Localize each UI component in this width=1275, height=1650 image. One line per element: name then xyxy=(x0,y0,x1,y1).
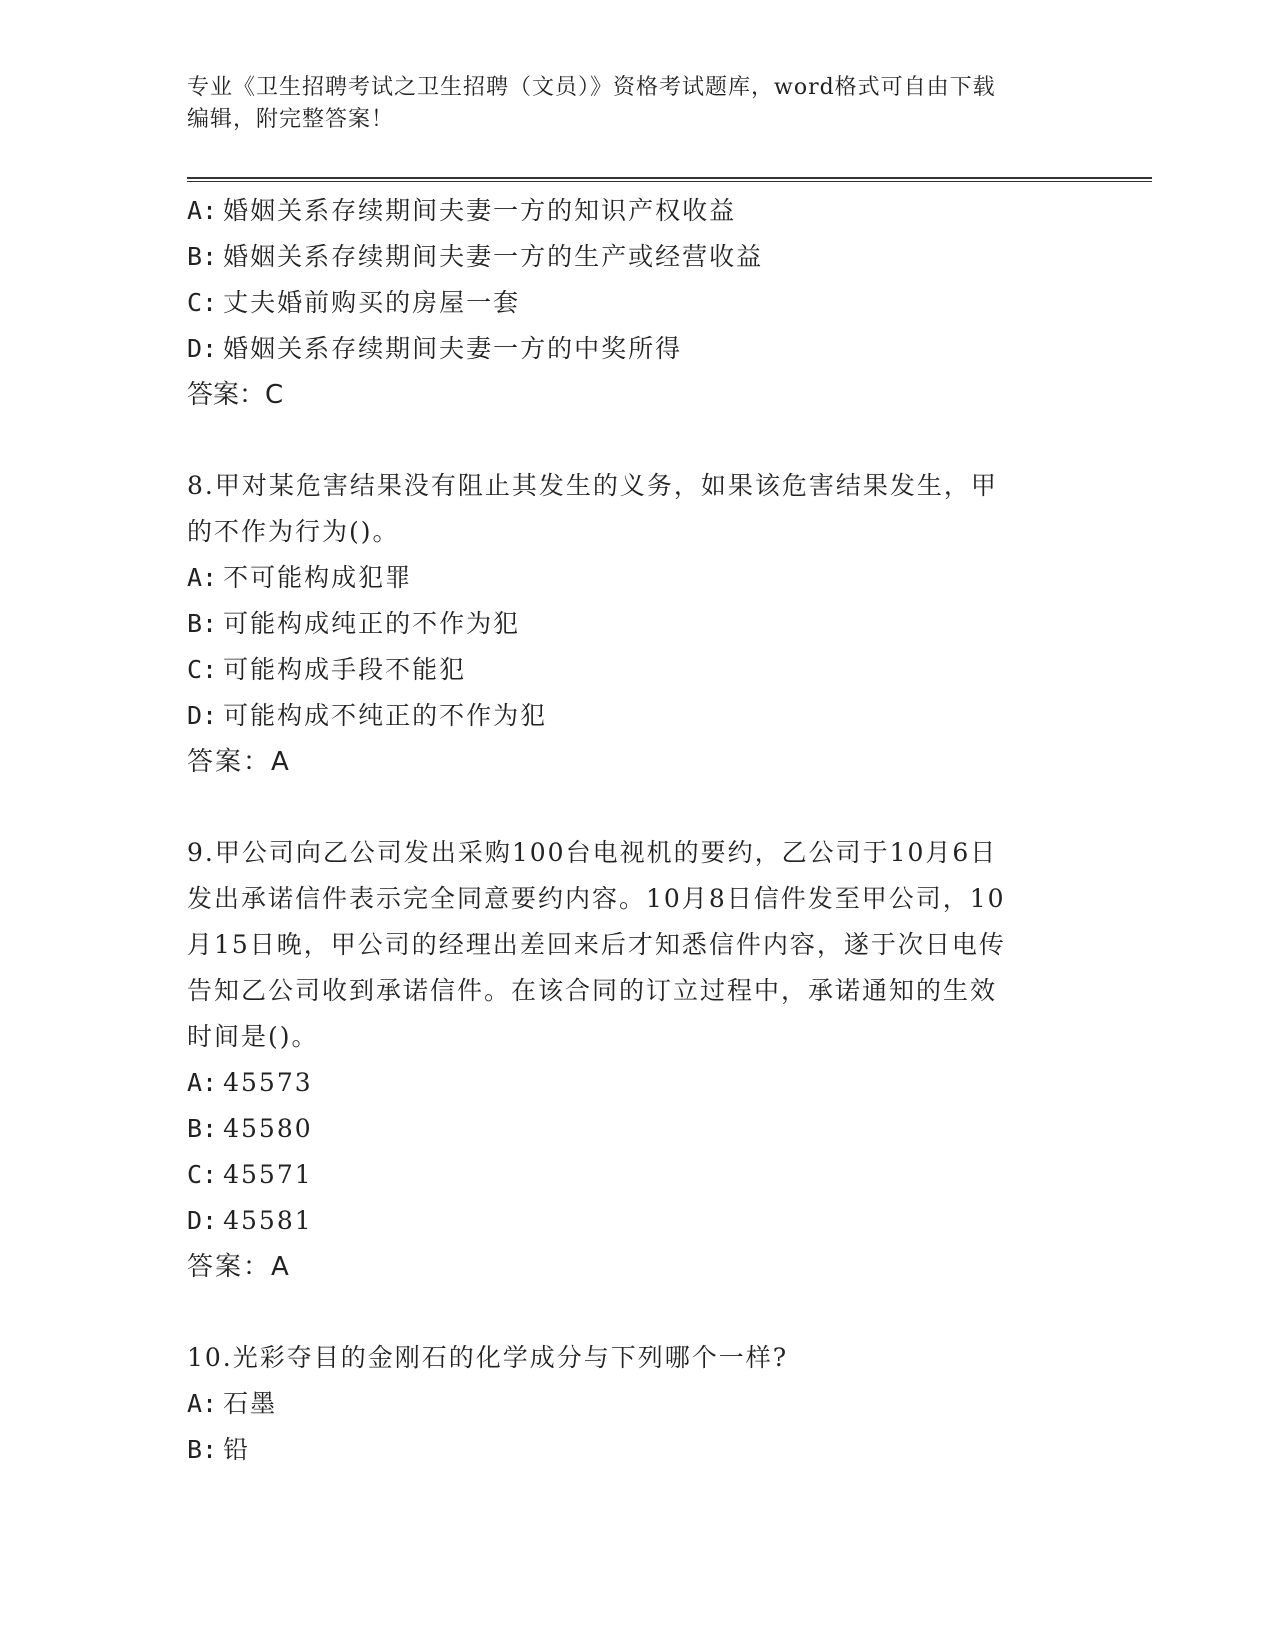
option-text: 45581 xyxy=(223,1206,313,1235)
header-divider xyxy=(187,177,1152,182)
header-line-2: 编辑，附完整答案！ xyxy=(187,107,395,132)
option-b xyxy=(187,1106,1067,1152)
option-text: 可能构成纯正的不作为犯 xyxy=(223,609,521,638)
option-c xyxy=(187,280,1087,326)
option-b xyxy=(187,601,1067,647)
option-d xyxy=(187,1198,1067,1244)
question-7-tail xyxy=(187,188,1087,418)
option-c xyxy=(187,1152,1067,1198)
option-text: 婚姻关系存续期间夫妻一方的生产或经营收益 xyxy=(223,242,764,271)
option-text: 铅 xyxy=(223,1435,251,1464)
option-text: 婚姻关系存续期间夫妻一方的中奖所得 xyxy=(223,334,683,363)
option-text: 可能构成手段不能犯 xyxy=(223,655,467,684)
option-c xyxy=(187,647,1067,693)
answer: 答案：C xyxy=(187,380,284,410)
option-letter: C: xyxy=(187,655,218,684)
option-letter: B: xyxy=(187,1114,218,1143)
option-letter: A: xyxy=(187,1068,218,1097)
question-text-line: 发出承诺信件表示完全同意要约内容。10月8日信件发至甲公司，10 xyxy=(187,884,1006,913)
option-text: 石墨 xyxy=(223,1389,278,1418)
question-text-line: 月15日晚，甲公司的经理出差回来后才知悉信件内容，遂于次日电传 xyxy=(187,930,1006,959)
option-text: 婚姻关系存续期间夫妻一方的知识产权收益 xyxy=(223,196,737,225)
option-letter: A: xyxy=(187,196,218,225)
option-letter: B: xyxy=(187,609,218,638)
option-letter: B: xyxy=(187,242,218,271)
question-text-line: 10.光彩夺目的金刚石的化学成分与下列哪个一样? xyxy=(187,1343,789,1372)
question-9 xyxy=(187,830,1067,1290)
option-text: 丈夫婚前购买的房屋一套 xyxy=(223,288,521,317)
option-text: 45571 xyxy=(223,1160,313,1189)
question-8 xyxy=(187,463,1067,785)
option-letter: B: xyxy=(187,1435,218,1464)
question-list xyxy=(187,188,1087,1473)
question-text-line: 9.甲公司向乙公司发出采购100台电视机的要约，乙公司于10月6日 xyxy=(187,838,998,867)
option-text: 可能构成不纯正的不作为犯 xyxy=(223,701,548,730)
option-d xyxy=(187,326,1087,372)
question-text-line: 时间是()。 xyxy=(187,1022,319,1051)
question-text-line: 8.甲对某危害结果没有阻止其发生的义务，如果该危害结果发生，甲 xyxy=(187,471,998,500)
question-text-line: 告知乙公司收到承诺信件。在该合同的订立过程中，承诺通知的生效 xyxy=(187,976,998,1005)
option-a xyxy=(187,555,1067,601)
option-letter: C: xyxy=(187,1160,218,1189)
page-header xyxy=(187,72,1087,136)
header-line-1: 专业《卫生招聘考试之卫生招聘（文员）》资格考试题库，word格式可自由下载 xyxy=(187,75,996,100)
option-text: 不可能构成犯罪 xyxy=(223,563,413,592)
option-letter: A: xyxy=(187,1389,218,1418)
question-10 xyxy=(187,1335,1067,1473)
option-letter: C: xyxy=(187,288,218,317)
answer: 答案：A xyxy=(187,747,291,777)
option-a xyxy=(187,1060,1067,1106)
option-letter: D: xyxy=(187,701,218,730)
option-b xyxy=(187,1427,1067,1473)
answer: 答案：A xyxy=(187,1252,291,1282)
option-letter: D: xyxy=(187,334,218,363)
option-a xyxy=(187,1381,1067,1427)
option-letter: D: xyxy=(187,1206,218,1235)
option-text: 45580 xyxy=(223,1114,313,1143)
option-b xyxy=(187,234,1087,280)
question-text-line: 的不作为行为()。 xyxy=(187,517,400,546)
option-a xyxy=(187,188,1087,234)
option-d xyxy=(187,693,1067,739)
option-letter: A: xyxy=(187,563,218,592)
option-text: 45573 xyxy=(223,1068,313,1097)
